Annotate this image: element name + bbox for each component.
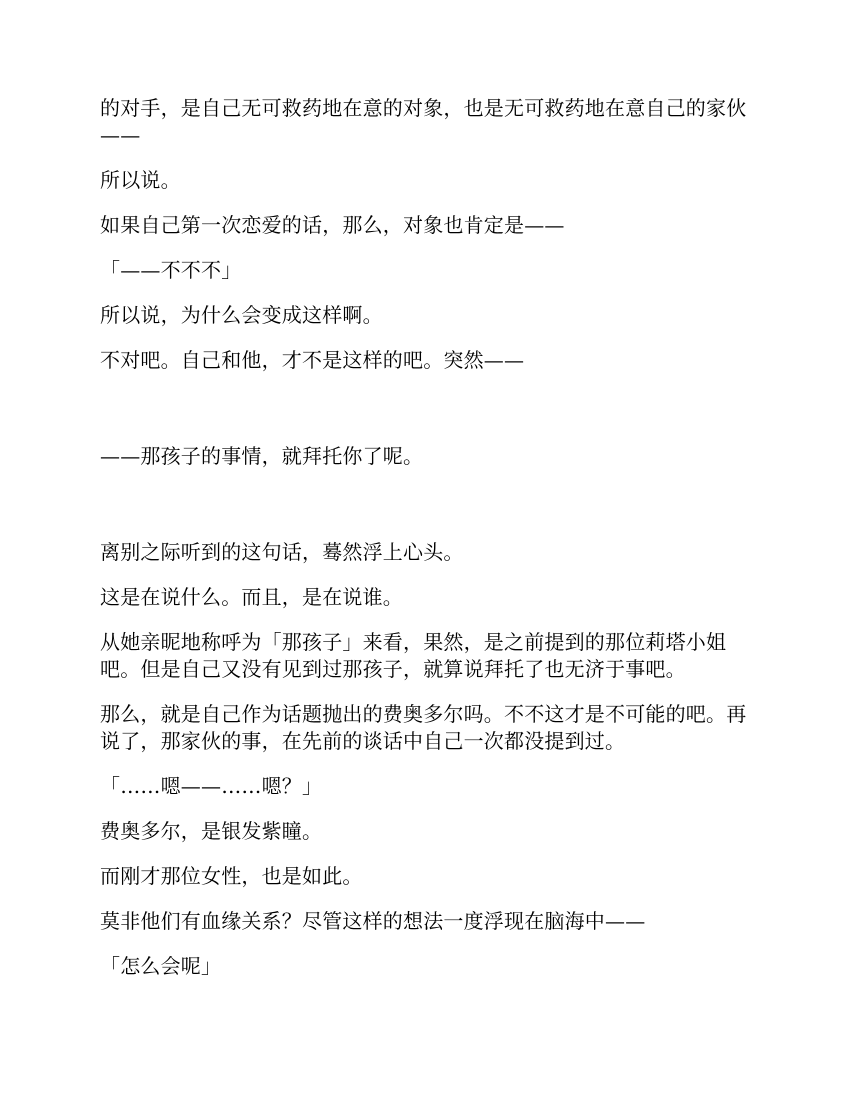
paragraph-13: 费奥多尔，是银发紫瞳。 (100, 819, 323, 843)
paragraph-9: 这是在说什么。而且，是在说谁。 (100, 585, 403, 609)
paragraph-11: 那么，就是自己作为话题抛出的费奥多尔吗。不不这才是不可能的吧。再说了，那家伙的事，在先前的谈话中自己一次都没提到过。 (100, 702, 747, 753)
paragraph-1: 的对手，是自己无可救药地在意的对象，也是无可救药地在意自己的家伙—— (100, 96, 747, 147)
paragraph-10: 从她亲昵地称呼为「那孩子」来看，果然，是之前提到的那位莉塔小姐吧。但是自己又没有见到过那孩子，就算说拜托了也无济于事吧。 (100, 630, 727, 681)
paragraph-7: ——那孩子的事情，就拜托你了呢。 (100, 444, 424, 468)
paragraph-2: 所以说。 (100, 168, 181, 192)
paragraph-8: 离别之际听到的这句话，蓦然浮上心头。 (100, 540, 464, 564)
text-column (100, 95, 760, 980)
paragraph-4: 「——不不不」 (100, 258, 242, 282)
paragraph-16: 「怎么会呢」 (100, 954, 222, 978)
paragraph-6: 不对吧。自己和他，才不是这样的吧。突然—— (100, 348, 525, 372)
paragraph-3: 如果自己第一次恋爱的话，那么，对象也肯定是—— (100, 213, 565, 237)
paragraph-12: 「……嗯——……嗯？」 (100, 774, 323, 798)
paragraph-5: 所以说，为什么会变成这样啊。 (100, 303, 383, 327)
paragraph-15: 莫非他们有血缘关系？尽管这样的想法一度浮现在脑海中—— (100, 909, 646, 933)
paragraph-14: 而刚才那位女性，也是如此。 (100, 864, 363, 888)
